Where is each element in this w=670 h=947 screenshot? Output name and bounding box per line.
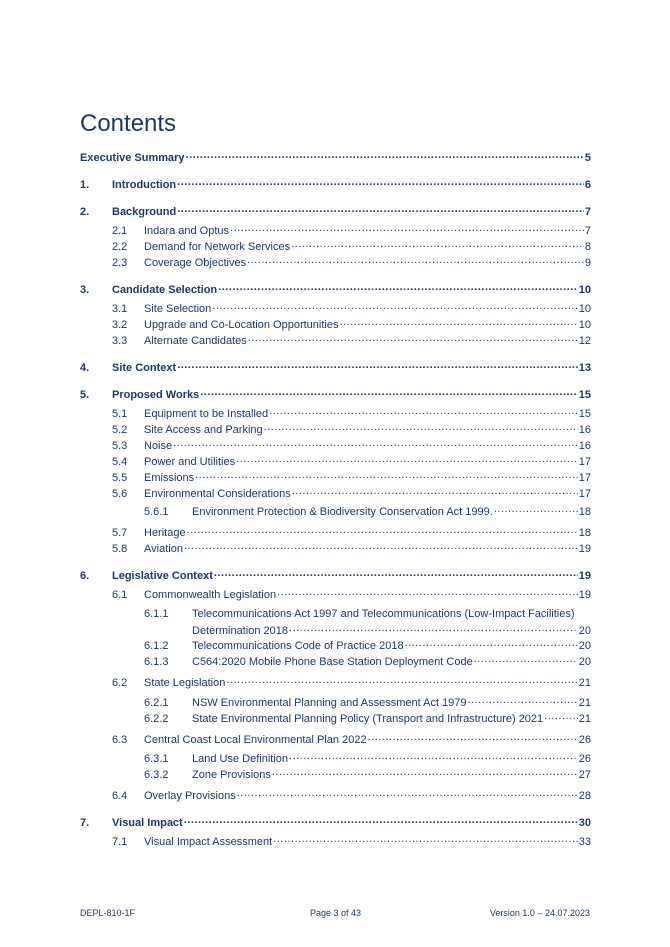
- toc-entry-title: Aviation: [144, 543, 183, 555]
- toc-entry-number: 3.2: [112, 319, 128, 331]
- toc-entry[interactable]: [112, 789, 591, 803]
- toc-entry[interactable]: [112, 256, 591, 270]
- toc-entry-page: 26: [578, 753, 591, 765]
- toc-entry-number: 6.2.1: [144, 697, 169, 709]
- toc-leader-dots: [272, 768, 578, 778]
- toc-entry-page: 21: [578, 713, 591, 725]
- toc-entry[interactable]: [112, 588, 591, 602]
- toc-entry-title: Heritage: [144, 527, 186, 539]
- toc-leader-dots: [236, 455, 578, 465]
- toc-entry[interactable]: [80, 151, 591, 165]
- toc-entry-title: Legislative Context: [112, 570, 213, 582]
- toc-leader-dots: [177, 361, 578, 371]
- toc-entry-page: 17: [578, 472, 591, 484]
- toc-entry-title: NSW Environmental Planning and Assessment Act 1979: [192, 697, 467, 709]
- toc-entry-title: Emissions: [144, 472, 195, 484]
- toc-entry-number: 4.: [80, 362, 90, 374]
- toc-entry-page: 27: [578, 769, 591, 781]
- toc-entry[interactable]: [80, 569, 591, 583]
- toc-entry-title: Demand for Network Services: [144, 241, 291, 253]
- toc-entry[interactable]: [112, 835, 591, 849]
- toc-entry[interactable]: [112, 334, 591, 348]
- toc-entry-page: 7: [584, 206, 591, 218]
- toc-entry-number: 3.: [80, 284, 90, 296]
- toc-entry-number: 5.4: [112, 456, 128, 468]
- toc-entry-number: 7.: [80, 817, 90, 829]
- toc-entry-page: 20: [578, 656, 591, 668]
- toc-leader-dots: [212, 302, 577, 312]
- toc-entry[interactable]: [80, 816, 591, 830]
- toc-entry-title: Site Access and Parking: [144, 424, 263, 436]
- toc-leader-dots: [248, 334, 578, 344]
- toc-entry-number: 5.5: [112, 472, 128, 484]
- page-title: Contents: [80, 110, 177, 137]
- toc-entry-title: Zone Provisions: [192, 769, 271, 781]
- toc-entry-number: 5.3: [112, 440, 128, 452]
- toc-leader-dots: [468, 696, 578, 706]
- toc-leader-dots: [289, 624, 578, 634]
- toc-entry-page: 30: [578, 817, 591, 829]
- toc-entry-title: Coverage Objectives: [144, 257, 247, 269]
- toc-entry-page: 9: [584, 257, 591, 269]
- toc-entry-page: 19: [578, 543, 591, 555]
- toc-entry-title: Equipment to be Installed: [144, 408, 269, 420]
- toc-entry-number: 6.3.1: [144, 753, 169, 765]
- toc-entry-page: 15: [578, 389, 591, 401]
- toc-entry[interactable]: [112, 676, 591, 690]
- toc-entry-page: 16: [578, 440, 591, 452]
- toc-entry-number: 2.1: [112, 225, 128, 237]
- toc-entry-title: Visual Impact: [112, 817, 183, 829]
- toc-entry-number: 5.: [80, 389, 90, 401]
- toc-leader-dots: [177, 178, 584, 188]
- toc-entry-number: 3.3: [112, 335, 128, 347]
- toc-entry[interactable]: [144, 655, 591, 669]
- toc-entry-number: 2.2: [112, 241, 128, 253]
- toc-leader-dots: [269, 407, 578, 417]
- toc-leader-dots: [264, 423, 578, 433]
- toc-entry-title: Indara and Optus: [144, 225, 230, 237]
- toc-leader-dots: [273, 835, 578, 845]
- toc-entry-number: 7.1: [112, 836, 128, 848]
- toc-entry[interactable]: [112, 526, 591, 540]
- toc-entry-number: 5.6.1: [144, 506, 169, 518]
- toc-leader-dots: [247, 256, 584, 266]
- toc-entry-page: 16: [578, 424, 591, 436]
- toc-entry[interactable]: [144, 639, 591, 653]
- toc-entry-title: Visual Impact Assessment: [144, 836, 273, 848]
- toc-entry-title: Background: [112, 206, 177, 218]
- toc-entry-number: 5.2: [112, 424, 128, 436]
- toc-entry[interactable]: [112, 224, 591, 238]
- toc-entry-number: 6.3: [112, 734, 128, 746]
- footer-page-number: Page 3 of 43: [310, 908, 362, 918]
- toc-entry-title: Overlay Provisions: [144, 790, 236, 802]
- toc-leader-dots: [184, 542, 578, 552]
- toc-leader-dots: [291, 240, 584, 250]
- toc-entry-page: 8: [584, 241, 591, 253]
- toc-entry-page: 7: [584, 225, 591, 237]
- toc-entry[interactable]: [112, 439, 591, 453]
- toc-leader-dots: [200, 388, 578, 398]
- toc-entry-page: 18: [578, 506, 591, 518]
- toc-leader-dots: [289, 752, 578, 762]
- toc-leader-dots: [405, 639, 578, 649]
- toc-entry-title-line2: Determination 2018: [192, 625, 289, 637]
- toc-entry-page: 19: [578, 589, 591, 601]
- toc-entry-number: 6.1.3: [144, 656, 169, 668]
- toc-entry-number: 6.1.1: [144, 608, 169, 620]
- toc-entry-title: Noise: [144, 440, 173, 452]
- toc-entry-page: 10: [578, 284, 591, 296]
- toc-entry-page: 26: [578, 734, 591, 746]
- toc-leader-dots: [230, 224, 584, 234]
- toc-entry[interactable]: [144, 752, 591, 766]
- toc-entry-title: Environment Protection & Biodiversity Conservation Act 1999.: [192, 506, 493, 518]
- toc-entry-title: Central Coast Local Environmental Plan 2022: [144, 734, 367, 746]
- toc-entry-number: 2.3: [112, 257, 128, 269]
- toc-entry[interactable]: [112, 407, 591, 421]
- toc-entry-title: Commonwealth Legislation: [144, 589, 277, 601]
- toc-entry[interactable]: [112, 423, 591, 437]
- toc-entry-page: 20: [578, 640, 591, 652]
- toc-leader-dots: [368, 733, 578, 743]
- toc-entry-title: Land Use Definition: [192, 753, 289, 765]
- toc-entry[interactable]: [112, 542, 591, 556]
- toc-entry-page: 13: [578, 362, 591, 374]
- toc-entry-page: 20: [578, 625, 591, 637]
- toc-entry-number: 6.4: [112, 790, 128, 802]
- toc-leader-dots: [186, 151, 584, 161]
- toc-entry-title: Telecommunications Code of Practice 2018: [192, 640, 404, 652]
- toc-entry[interactable]: [144, 505, 591, 519]
- toc-leader-dots: [173, 439, 578, 449]
- toc-entry-title: Proposed Works: [112, 389, 200, 401]
- toc-entry-page: 21: [578, 697, 591, 709]
- toc-entry-title: State Environmental Planning Policy (Transport and Infrastructure) 2021: [192, 713, 544, 725]
- toc-entry-title: Executive Summary: [80, 152, 185, 164]
- toc-entry[interactable]: [80, 361, 591, 375]
- toc-entry-page: 10: [578, 319, 591, 331]
- toc-entry-page: 19: [578, 570, 591, 582]
- toc-entry-number: 2.: [80, 206, 90, 218]
- toc-entry[interactable]: [144, 768, 591, 782]
- toc-entry-continuation[interactable]: [192, 624, 591, 638]
- toc-leader-dots: [474, 655, 578, 665]
- toc-entry[interactable]: [112, 471, 591, 485]
- toc-leader-dots: [277, 588, 578, 598]
- toc-entry-number: 6.: [80, 570, 90, 582]
- toc-entry[interactable]: [112, 487, 591, 501]
- toc-leader-dots: [544, 712, 578, 722]
- toc-entry-page: 5: [584, 152, 591, 164]
- toc-entry[interactable]: [144, 712, 591, 726]
- toc-entry[interactable]: [80, 388, 591, 402]
- toc-entry-page: 12: [578, 335, 591, 347]
- toc-entry-title: State Legislation: [144, 677, 226, 689]
- toc-entry-title: Introduction: [112, 179, 177, 191]
- footer-version: Version 1.0 – 24.07.2023: [489, 908, 590, 918]
- toc-leader-dots: [292, 487, 578, 497]
- toc-entry-title: Alternate Candidates: [144, 335, 247, 347]
- toc-entry-number: 5.1: [112, 408, 128, 420]
- toc-entry[interactable]: [112, 240, 591, 254]
- toc-entry-page: 21: [578, 677, 591, 689]
- toc-entry-number: 6.1: [112, 589, 128, 601]
- toc-entry-title: Site Selection: [144, 303, 212, 315]
- toc-leader-dots: [218, 283, 578, 293]
- toc-entry-number: 5.7: [112, 527, 128, 539]
- toc-entry[interactable]: [80, 283, 591, 297]
- toc-entry-number: 6.3.2: [144, 769, 169, 781]
- toc-entry-page: 15: [578, 408, 591, 420]
- toc-entry-title: C564:2020 Mobile Phone Base Station Deployment Code: [192, 656, 473, 668]
- toc-leader-dots: [237, 789, 578, 799]
- toc-entry-number: 5.8: [112, 543, 128, 555]
- toc-entry-number: 6.2: [112, 677, 128, 689]
- toc-entry[interactable]: [144, 696, 591, 710]
- toc-entry-title: Candidate Selection: [112, 284, 218, 296]
- toc-leader-dots: [184, 816, 578, 826]
- toc-entry[interactable]: [112, 302, 591, 316]
- toc-entry-page: 10: [578, 303, 591, 315]
- toc-leader-dots: [214, 569, 578, 579]
- toc-entry-number: 6.1.2: [144, 640, 169, 652]
- toc-leader-dots: [177, 205, 584, 215]
- toc-entry-title: Power and Utilities: [144, 456, 236, 468]
- toc-entry-title: Site Context: [112, 362, 177, 374]
- toc-leader-dots: [494, 505, 578, 515]
- toc-entry-page: 33: [578, 836, 591, 848]
- toc-entry-number: 6.2.2: [144, 713, 169, 725]
- toc-entry[interactable]: [80, 178, 591, 192]
- toc-entry[interactable]: [112, 318, 591, 332]
- toc-leader-dots: [226, 676, 577, 686]
- toc-entry-page: 28: [578, 790, 591, 802]
- toc-entry[interactable]: [112, 733, 591, 747]
- toc-entry-page: 6: [584, 179, 591, 191]
- toc-entry[interactable]: [144, 608, 591, 621]
- toc-leader-dots: [339, 318, 577, 328]
- toc-entry-page: 17: [578, 488, 591, 500]
- toc-entry-title: Telecommunications Act 1997 and Telecommunications (Low-Impact Facilities): [192, 608, 575, 620]
- toc-leader-dots: [195, 471, 578, 481]
- toc-entry-number: 1.: [80, 179, 90, 191]
- toc-entry-page: 18: [578, 527, 591, 539]
- toc-entry-page: 17: [578, 456, 591, 468]
- toc-entry-title: Upgrade and Co-Location Opportunities: [144, 319, 339, 331]
- toc-entry-number: 5.6: [112, 488, 128, 500]
- toc-entry-number: 3.1: [112, 303, 128, 315]
- toc-leader-dots: [187, 526, 578, 536]
- footer-doc-id: DEPL-810-1F: [80, 908, 136, 918]
- toc-entry[interactable]: [80, 205, 591, 219]
- toc-entry-title: Environmental Considerations: [144, 488, 291, 500]
- toc-entry[interactable]: [112, 455, 591, 469]
